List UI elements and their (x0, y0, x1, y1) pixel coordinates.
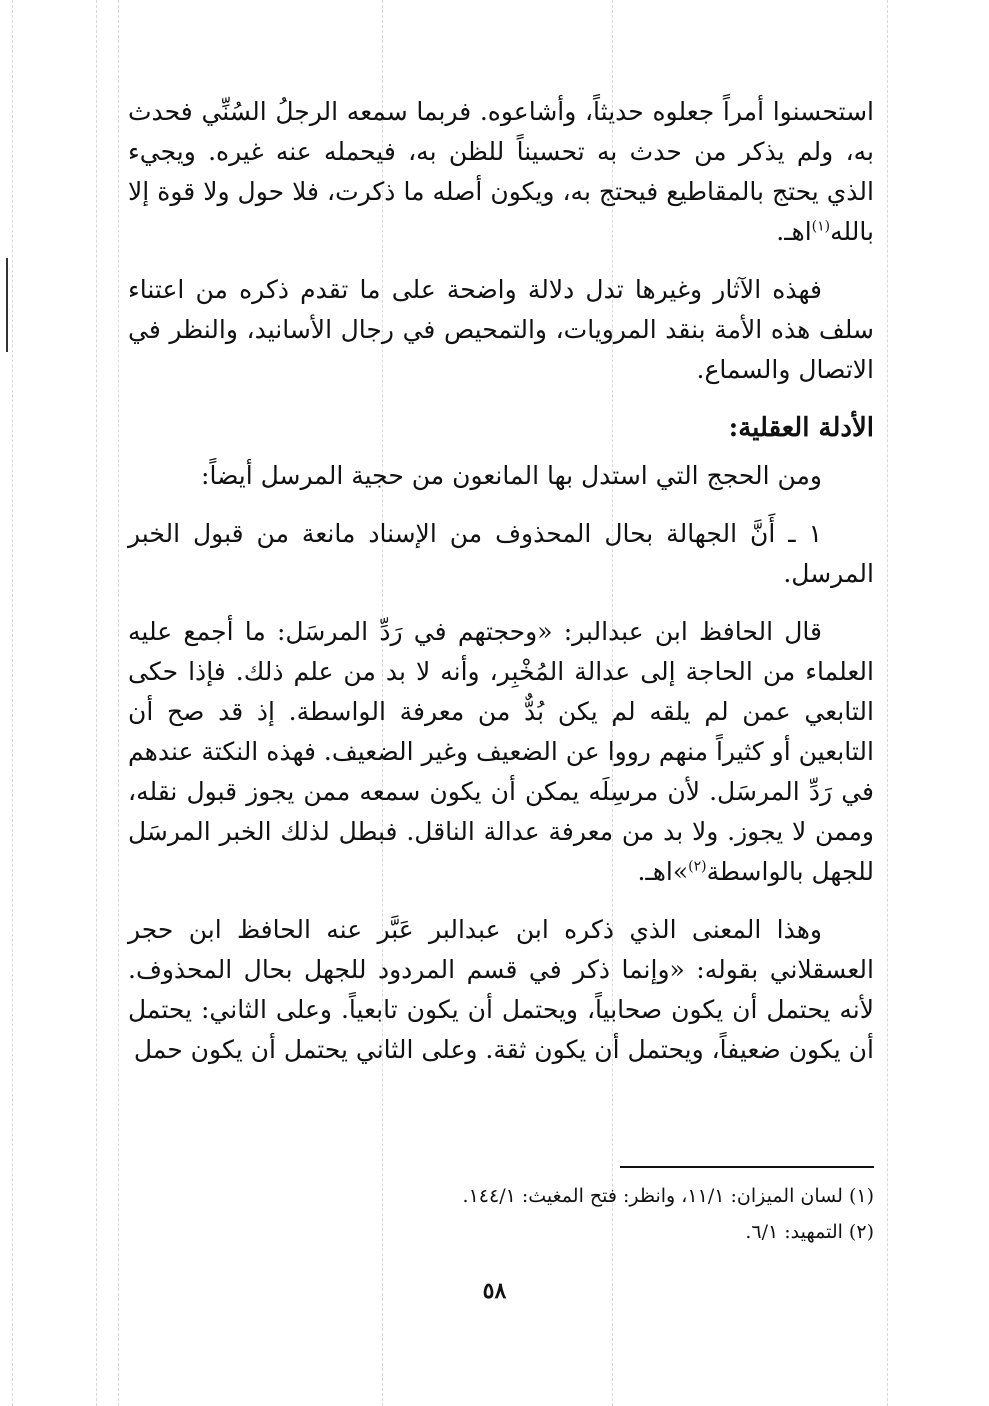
paragraph-3: ومن الحجج التي استدل بها المانعون من حجية المرسل أيضاً: (201, 461, 822, 490)
footnote-divider (620, 1166, 874, 1168)
footnote-2: (٢) التمهيد: ٦/١. (745, 1221, 874, 1243)
margin-mark (6, 258, 8, 352)
section-heading: الأدلة العقلية: (728, 413, 874, 443)
paragraph-5: قال الحافظ ابن عبدالبر: «وحجتهم في رَدِّ المرسَل: ما أجمع عليه العلماء من الحاجة إلى عدالة المُخْبِر، وأنه لا بد من علم ذلك. فإذا حكى التابعي عمن لم يلقه لم يكن بُدٌّ من معرفة الواسطة. إذ قد صح أن التابعين أو كثيراً منهم رووا عن الضعيف وغير الضعيف. فهذه النكتة عندهم في رَدِّ المرسَل. لأن مرسِلَه يمكن أن يكون سمعه ممن يجوز قبول نقله، وممن لا يجوز. ولا بد من معرفة عدالة الناقل. فبطل لذلك الخبر المرسَل للجهل بالواسطة$^{(٢)}$»اهـ. (128, 617, 874, 886)
footnote-1: (١) لسان الميزان: ١١/١، وانظر: فتح المغيث: ١٤٤/١. (462, 1185, 874, 1207)
paragraph-4: ١ ـ أَنَّ الجهالة بحال المحذوف من الإسناد مانعة من قبول الخبر المرسل. (128, 519, 874, 588)
page-body (128, 92, 874, 1088)
paragraph-6: وهذا المعنى الذي ذكره ابن عبدالبر عَبَّر عنه الحافظ ابن حجر العسقلاني بقوله: «وإنما ذكر في قسم المردود للجهل بحال المحذوف. لأنه يحتمل أن يكون صحابياً، ويحتمل أن يكون تابعياً. وعلى الثاني: يحتمل أن يكون ضعيفاً، ويحتمل أن يكون ثقة. وعلى الثاني يحتمل أن يكون حمل (128, 915, 874, 1064)
paragraph-1: استحسنوا أمراً جعلوه حديثاً، وأشاعوه. فربما سمعه الرجلُ السُنِّي فحدث به، ولم يذكر من حدث به تحسيناً للظن به، فيحمله عنه غيره. ويجيء الذي يحتج بالمقاطيع فيحتج به، ويكون أصله ما ذكرت، فلا حول ولا قوة إلا بالله$^{(١)}$اهـ. (128, 97, 874, 246)
footnotes (128, 1178, 874, 1250)
footnote-ref-1: (١) (811, 218, 831, 235)
paragraph-2: فهذه الآثار وغيرها تدل دلالة واضحة على ما تقدم ذكره من اعتناء سلف هذه الأمة بنقد المرويات، والتمحيص في رجال الأسانيد، والنظر في الاتصال والسماع. (128, 275, 874, 384)
page-number: ٥٨ (482, 1278, 507, 1304)
footnote-ref-2: (٢) (688, 858, 707, 875)
